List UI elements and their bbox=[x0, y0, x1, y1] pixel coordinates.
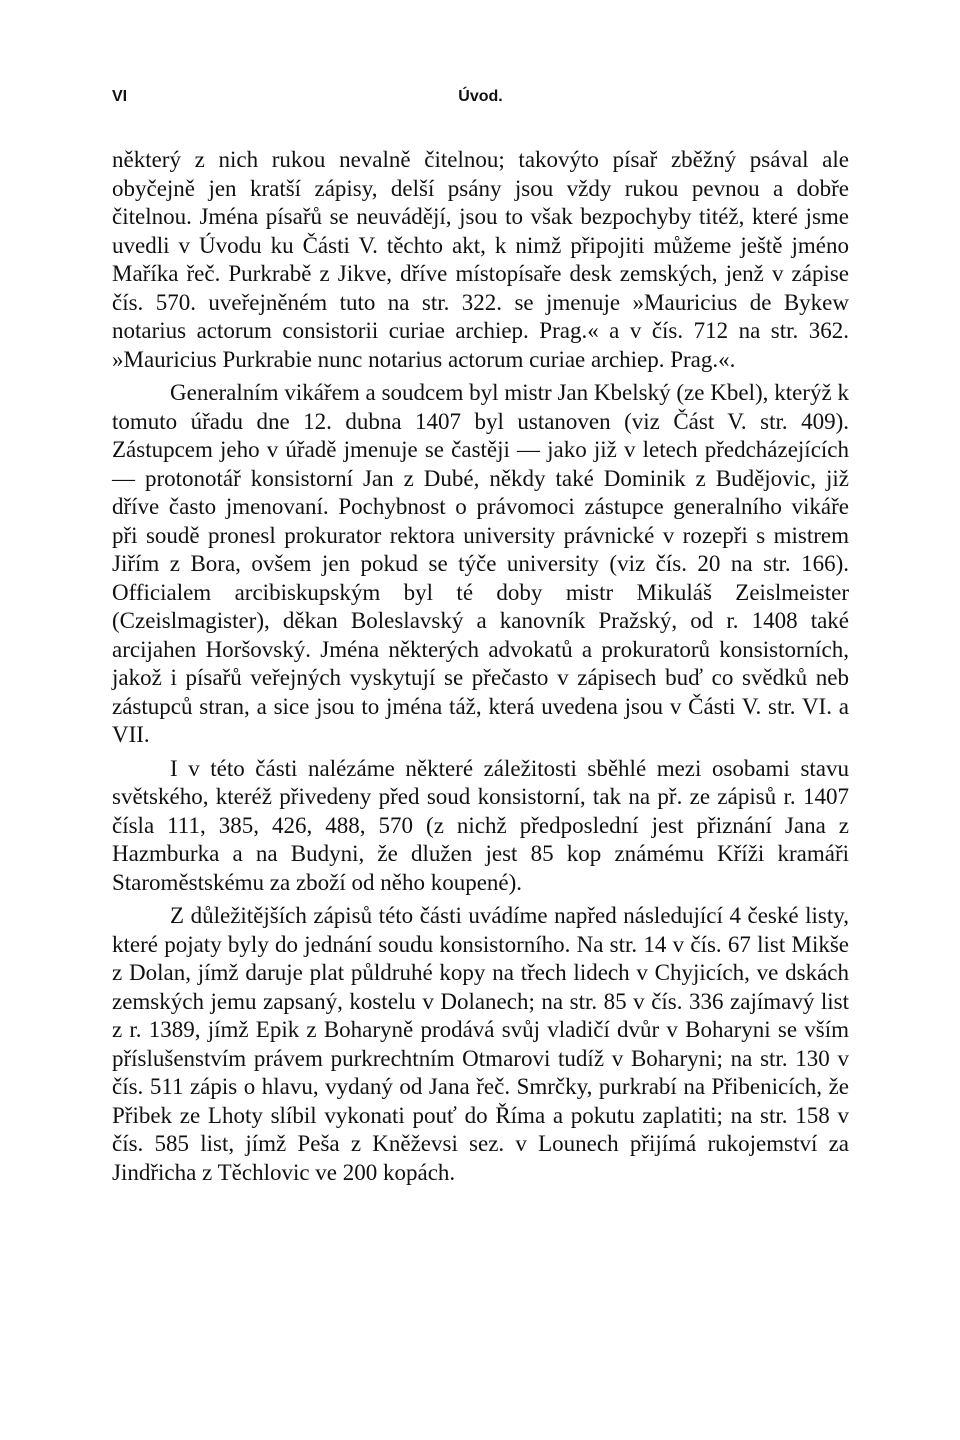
page-number: VI bbox=[112, 88, 128, 105]
header-title: Úvod. bbox=[458, 88, 503, 105]
running-header bbox=[112, 88, 849, 118]
paragraph-2: Generalním vikářem a soudcem byl mistr Jan Kbelský (ze Kbel), kterýž k tomuto úřadu dne 12. dubna 1407 byl ustanoven (viz Část V. str. 409). Zástupcem jeho v úřadě jmenuje se častěji — jako již v letech předcházejících — protonotář konsistorní Jan z Dubé, někdy také Dominik z Budějovic, již dříve často jmenovaní. Pochybnost o právomoci zástupce generalního vikáře při soudě pronesl prokurator rektora university právnické v rozepři s mistrem Jiřím z Bora, ovšem jen pokud se týče university (viz čís. 20 na str. 166). Officialem arcibiskupským byl té doby mistr Mikuláš Zeislmeister (Czeislmagister), děkan Boleslavský a kanovník Pražský, od r. 1408 také arcijahen Horšovský. Jména některých advokatů a prokuratorů konsistorních, jakož i písařů veřejných vyskytují se přečasto v zápisech buď co svědků neb zástupců stran, a sice jsou to jména táž, která uvedena jsou v Části V. str. VI. a VII. bbox=[112, 380, 849, 747]
body-text bbox=[112, 146, 849, 1187]
paragraph-1: některý z nich rukou nevalně čitelnou; takovýto písař zběžný psával ale obyčejně jen kratší zápisy, delší psány jsou vždy rukou pevnou a dobře čitelnou. Jména písařů se neuvádějí, jsou to však bezpochyby titéž, které jsme uvedli v Úvodu ku Části V. těchto akt, k nimž připojiti můžeme ještě jméno Maříka řeč. Purkrabě z Jikve, dříve místopísaře desk zemských, jenž v zápise čís. 570. uveřejněném tuto na str. 322. se jmenuje »Mauricius de Bykew notarius actorum consistorii curiae archiep. Prag.« a v čís. 712 na str. 362. »Mauricius Purkrabie nunc notarius actorum curiae archiep. Prag.«. bbox=[112, 147, 849, 372]
paragraph-4: Z důležitějších zápisů této části uvádíme napřed následující 4 české listy, které pojaty byly do jednání soudu konsistorního. Na str. 14 v čís. 67 list Mikše z Dolan, jímž daruje plat půldruhé kopy na třech lidech v Chyjicích, ve dskách zemských jemu zapsaný, kostelu v Dolanech; na str. 85 v čís. 336 zajímavý list z r. 1389, jímž Epik z Boharyně prodává svůj vladičí dvůr v Boharyni se vším příslušenstvím právem purkrechtním Otmarovi tudíž v Boharyni; na str. 130 v čís. 511 zápis o hlavu, vydaný od Jana řeč. Smrčky, purkrabí na Přibenicích, že Přibek ze Lhoty slíbil vykonati pouť do Říma a pokutu zaplatiti; na str. 158 v čís. 585 list, jímž Peša z Kněževsi sez. v Lounech přijímá rukojemství za Jindřicha z Těchlovic ve 200 kopách. bbox=[112, 903, 849, 1185]
paragraph-3: I v této části nalézáme některé záležitosti sběhlé mezi osobami stavu světského, kteréž přivedeny před soud konsistorní, tak na př. ze zápisů r. 1407 čísla 111, 385, 426, 488, 570 (z nichž předposlední jest přiznání Jana z Hazmburka a na Budyni, že dlužen jest 85 kop známému Kříži kramáři Staroměstskému za zboží od něho koupené). bbox=[112, 755, 849, 895]
document-page bbox=[112, 88, 849, 1192]
